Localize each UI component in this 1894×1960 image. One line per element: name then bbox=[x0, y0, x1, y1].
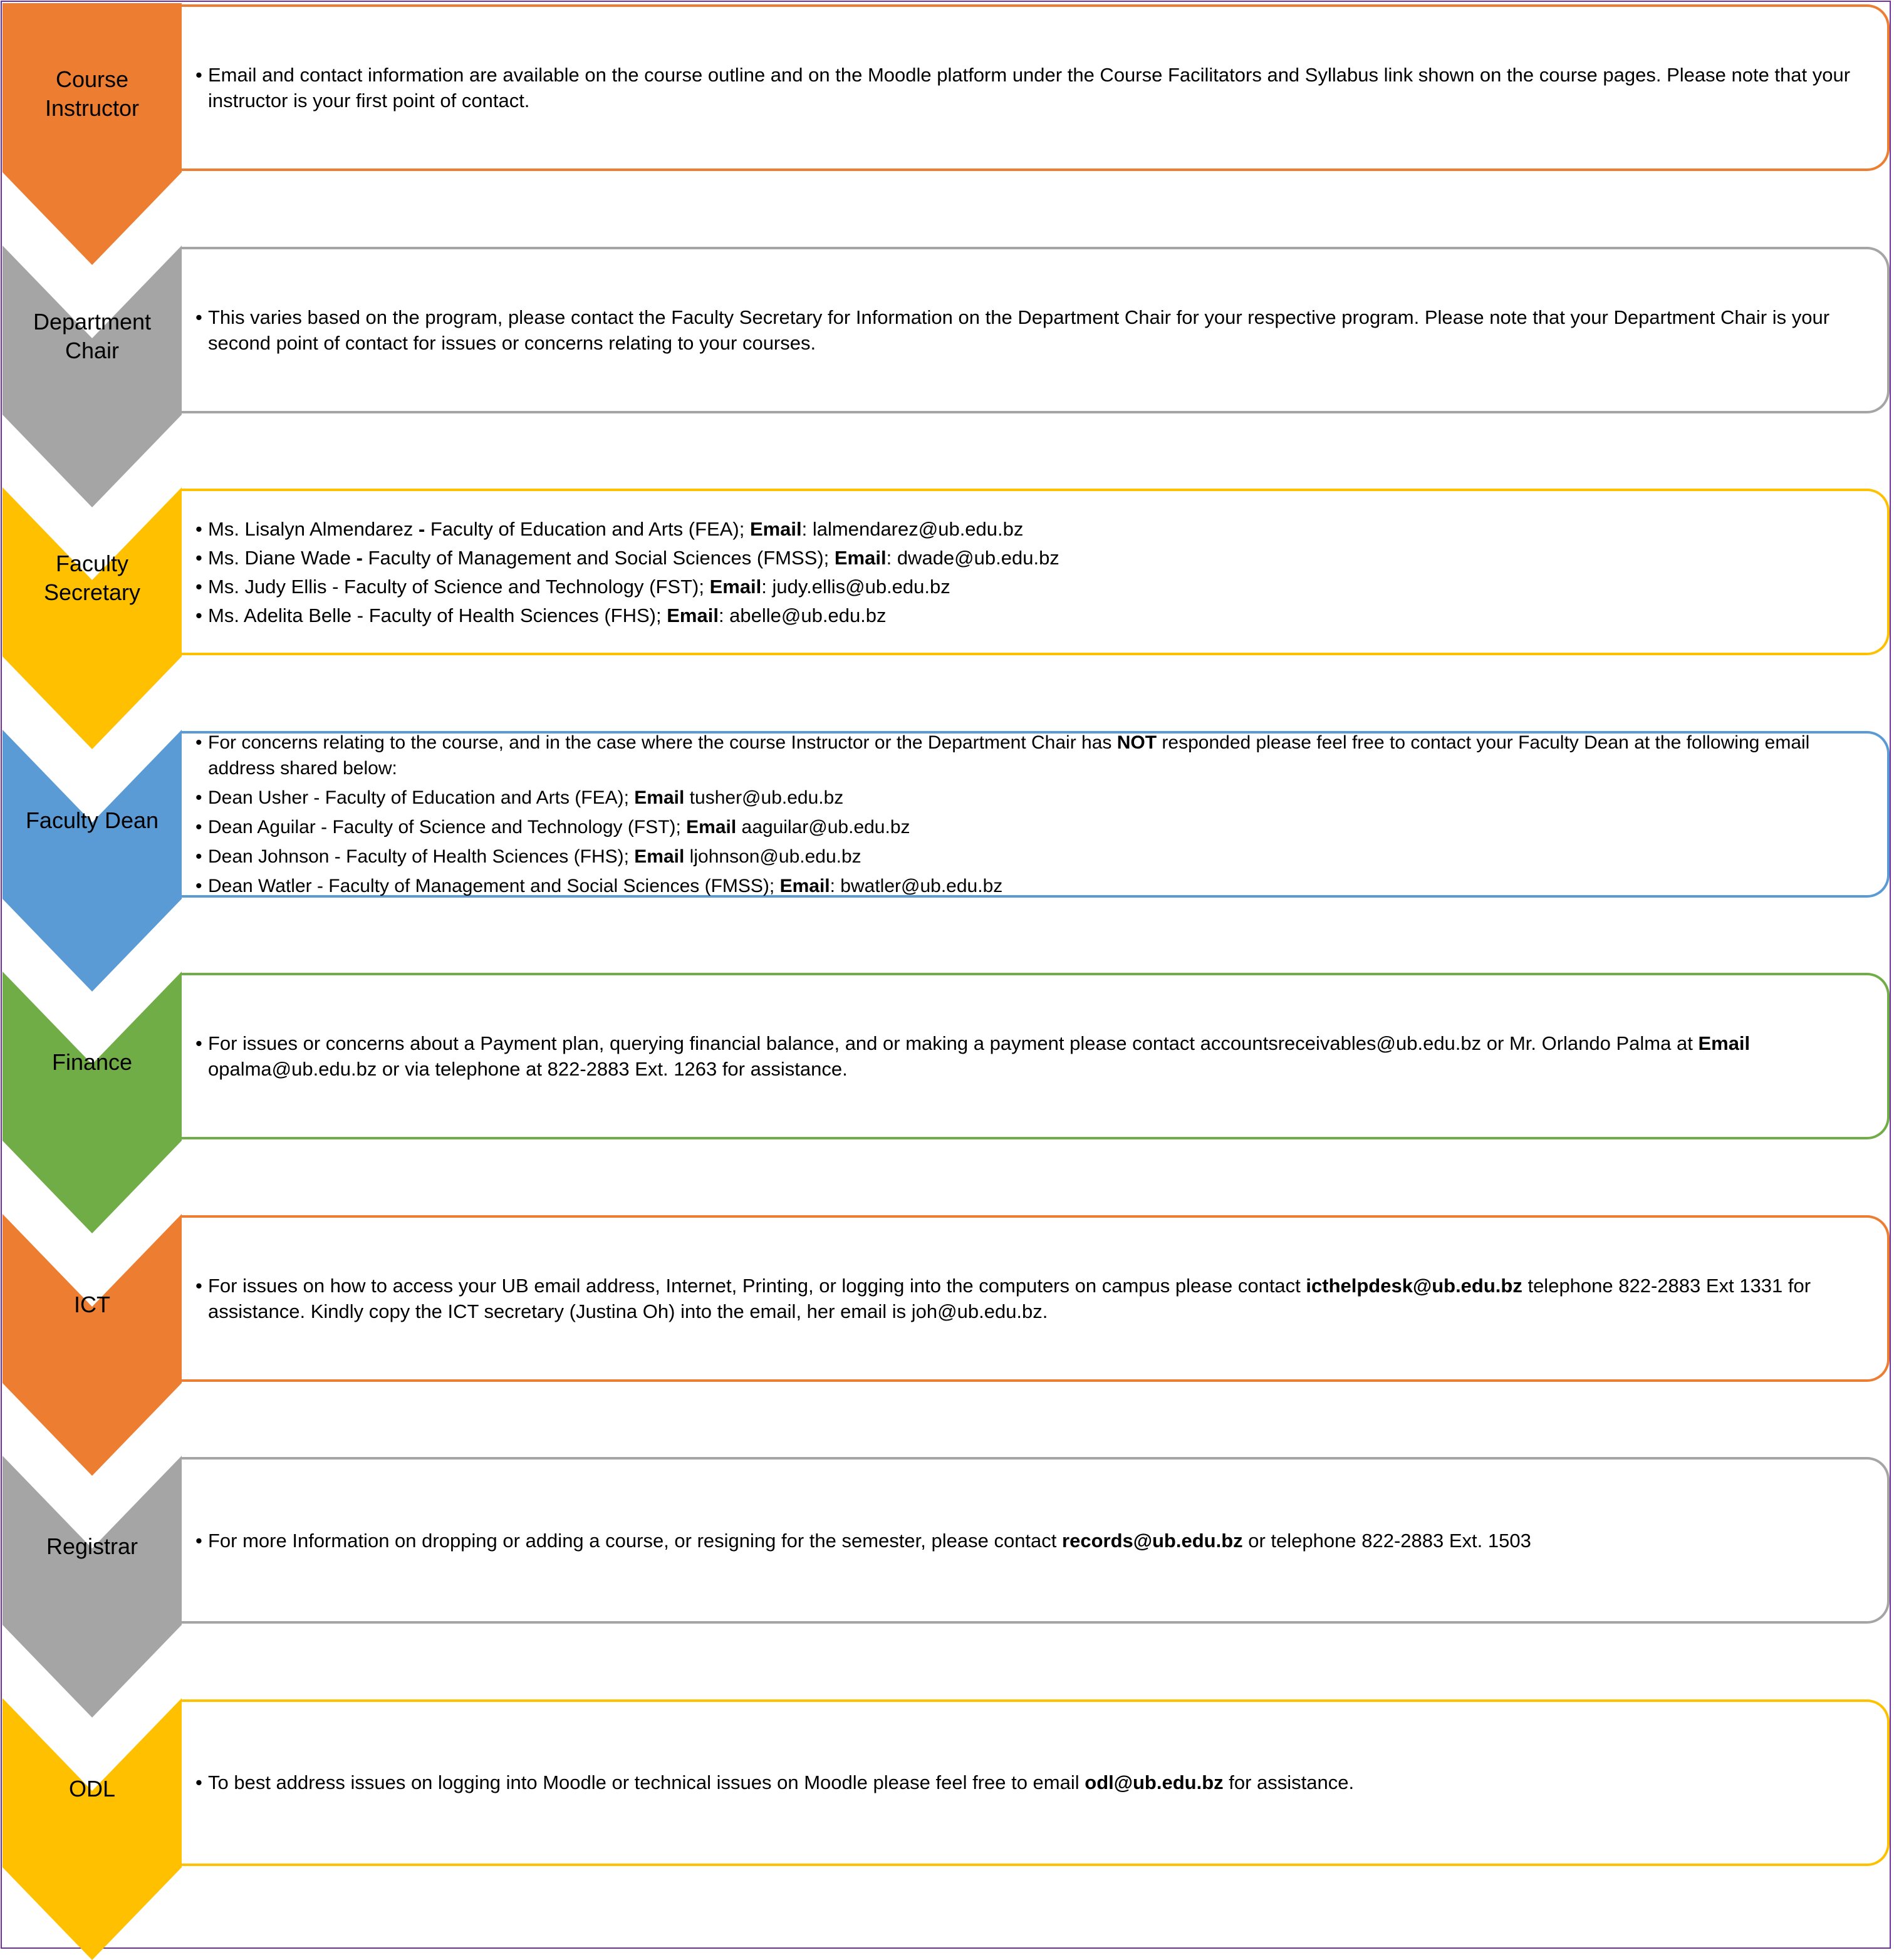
step-description-box-course-instructor bbox=[182, 4, 1890, 171]
bullet-list bbox=[182, 304, 1887, 356]
text-run: Ms. Lisalyn Almendarez bbox=[208, 517, 419, 540]
text-run: Faculty of Education and Arts (FEA); bbox=[425, 517, 750, 540]
step-label: Faculty Dean bbox=[25, 807, 159, 833]
bullet-item bbox=[195, 304, 1862, 356]
bold-text: odl@ub.edu.bz bbox=[1085, 1771, 1224, 1793]
bullet-list bbox=[182, 62, 1887, 113]
text-run: Email and contact information are available on the course outline and on the Moodle platform under the Course Facilitators and Syllabus link shown on the course pages. Please note that your instructor is your first point of contact. bbox=[208, 64, 1851, 111]
step-chevron-faculty-dean bbox=[3, 730, 182, 992]
text-run: : dwade@ub.edu.bz bbox=[886, 546, 1059, 569]
bullet-list bbox=[182, 1770, 1379, 1795]
step-description-box-finance bbox=[182, 973, 1890, 1139]
step-chevron-ict bbox=[3, 1214, 182, 1476]
step-label: Faculty Secretary bbox=[43, 551, 141, 605]
bullet-item bbox=[195, 730, 1862, 781]
bold-text: Email bbox=[709, 575, 762, 598]
text-run: or telephone 822-2883 Ext. 1503 bbox=[1242, 1529, 1531, 1552]
text-run: : judy.ellis@ub.edu.bz bbox=[761, 575, 950, 598]
text-run: For issues or concerns about a Payment plan, querying financial balance, and or making a payment please contact accountsreceivables@ub.edu.bz or Mr. Orlando Palma at bbox=[208, 1032, 1699, 1054]
bullet-item bbox=[195, 603, 1059, 628]
text-run: aaguilar@ub.edu.bz bbox=[736, 816, 910, 837]
text-run: responded please feel free to contact your Faculty Dean at the following email address shared below: bbox=[208, 732, 1810, 779]
text-run: To best address issues on logging into Moodle or technical issues on Moodle please feel free to email bbox=[208, 1771, 1085, 1793]
bold-text: Email bbox=[686, 816, 737, 837]
bold-text: Email bbox=[779, 875, 830, 896]
bold-text: Email bbox=[667, 604, 719, 626]
bold-text: - bbox=[418, 517, 425, 540]
step-chevron-odl bbox=[3, 1698, 182, 1960]
text-run: For concerns relating to the course, and in the case where the course Instructor or the Department Chair has bbox=[208, 732, 1117, 753]
text-run: Ms. Diane Wade bbox=[208, 546, 356, 569]
text-run: : abelle@ub.edu.bz bbox=[718, 604, 887, 626]
step-label: ODL bbox=[68, 1775, 116, 1802]
bold-text: icthelpdesk@ub.edu.bz bbox=[1306, 1274, 1522, 1297]
step-description-box-odl bbox=[182, 1699, 1890, 1866]
step-description-box-faculty-secretary bbox=[182, 489, 1890, 655]
step-label: Finance bbox=[51, 1049, 133, 1075]
bold-text: Email bbox=[634, 846, 685, 867]
bullet-list bbox=[182, 730, 1887, 899]
text-run: Dean Usher - Faculty of Education and Arts (FEA); bbox=[208, 787, 635, 808]
step-chevron-department-chair bbox=[3, 246, 182, 507]
text-run: telephone 822-2883 Ext 1331 for assistance. Kindly copy the ICT secretary (Justina Oh) into the email, her email is joh@ub.edu.bz. bbox=[208, 1274, 1811, 1322]
text-run: For issues on how to access your UB email address, Internet, Printing, or logging into the computers on campus please contact bbox=[208, 1274, 1306, 1297]
text-run: For more Information on dropping or adding a course, or resigning for the semester, please contact bbox=[208, 1529, 1063, 1552]
text-run: This varies based on the program, please contact the Faculty Secretary for Information on the Department Chair for your respective program. Please note that your Department Chair is your second point of contact for issues or concerns relating to your courses. bbox=[208, 306, 1830, 354]
bold-text: records@ub.edu.bz bbox=[1062, 1529, 1243, 1552]
text-run: Faculty of Management and Social Sciences (FMSS); bbox=[362, 546, 835, 569]
bullet-item bbox=[195, 873, 1862, 899]
step-description-box-department-chair bbox=[182, 247, 1890, 413]
bullet-list bbox=[182, 516, 1085, 628]
text-run: Dean Johnson - Faculty of Health Sciences (FHS); bbox=[208, 846, 635, 867]
bullet-list bbox=[182, 1528, 1556, 1553]
bullet-item bbox=[195, 1273, 1862, 1324]
bold-text: Email bbox=[634, 787, 685, 808]
text-run: : bwatler@ub.edu.bz bbox=[830, 875, 1003, 896]
bold-text: NOT bbox=[1116, 732, 1157, 753]
step-chevron-registrar bbox=[3, 1456, 182, 1718]
step-chevron-course-instructor bbox=[3, 3, 182, 265]
bullet-item bbox=[195, 1030, 1862, 1082]
bullet-list bbox=[182, 1030, 1887, 1082]
step-chevron-finance bbox=[3, 972, 182, 1233]
step-description-box-faculty-dean bbox=[182, 731, 1890, 898]
bullet-item bbox=[195, 1770, 1354, 1795]
bullet-item bbox=[195, 545, 1059, 571]
bullet-item bbox=[195, 574, 1059, 599]
text-run: : lalmendarez@ub.edu.bz bbox=[801, 517, 1024, 540]
bullet-list bbox=[182, 1273, 1887, 1324]
bold-text: Email bbox=[1698, 1032, 1751, 1054]
step-label: Registrar bbox=[46, 1533, 138, 1559]
text-run: Ms. Judy Ellis - Faculty of Science and Technology (FST); bbox=[208, 575, 710, 598]
step-label: Department Chair bbox=[33, 308, 152, 363]
bold-text: Email bbox=[749, 517, 802, 540]
bullet-item bbox=[195, 516, 1059, 542]
bullet-item bbox=[195, 844, 1862, 869]
text-run: Dean Aguilar - Faculty of Science and Technology (FST); bbox=[208, 816, 687, 837]
text-run: tusher@ub.edu.bz bbox=[684, 787, 844, 808]
bullet-item bbox=[195, 62, 1862, 113]
bold-text: - bbox=[356, 546, 363, 569]
bullet-item bbox=[195, 814, 1862, 840]
bullet-item bbox=[195, 785, 1862, 811]
text-run: Dean Watler - Faculty of Management and Social Sciences (FMSS); bbox=[208, 875, 780, 896]
text-run: Ms. Adelita Belle - Faculty of Health Sciences (FHS); bbox=[208, 604, 667, 626]
step-label: ICT bbox=[74, 1291, 110, 1317]
step-label: Course Instructor bbox=[44, 66, 140, 121]
step-description-box-registrar bbox=[182, 1457, 1890, 1624]
text-run: for assistance. bbox=[1223, 1771, 1355, 1793]
text-run: opalma@ub.edu.bz or via telephone at 822-2883 Ext. 1263 for assistance. bbox=[208, 1058, 848, 1080]
bold-text: Email bbox=[834, 546, 887, 569]
text-run: ljohnson@ub.edu.bz bbox=[684, 846, 861, 867]
step-chevron-faculty-secretary bbox=[3, 487, 182, 749]
step-description-box-ict bbox=[182, 1215, 1890, 1382]
bullet-item bbox=[195, 1528, 1531, 1553]
